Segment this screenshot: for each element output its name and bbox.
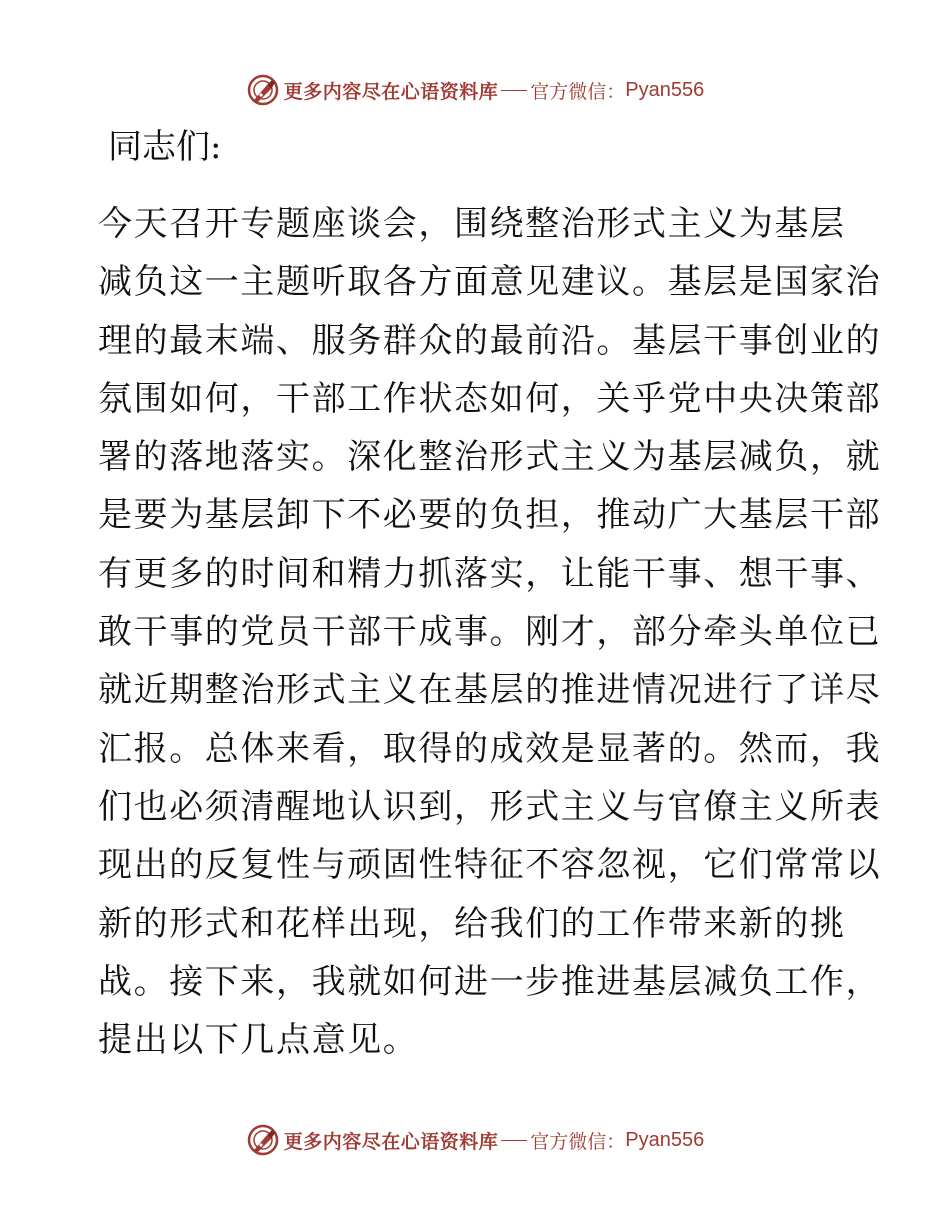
text-line: 汇报。总体来看，取得的成效是显著的。然而，我 <box>98 728 882 769</box>
pen-nib-circle-icon <box>246 73 280 107</box>
text-line: 战。接下来，我就如何进一步推进基层减负工作， <box>98 961 882 1002</box>
text-line: 理的最末端、服务群众的最前沿。基层干事创业的 <box>98 320 882 361</box>
text-line: 们也必须清醒地认识到，形式主义与官僚主义所表 <box>98 786 882 827</box>
salutation: 同志们: <box>108 127 222 167</box>
banner-wechat-id: Pyan556 <box>625 78 705 101</box>
banner-wechat-label: 官方微信： <box>530 1130 626 1153</box>
footer-banner <box>0 1120 950 1160</box>
text-line: 署的落地落实。深化整治形式主义为基层减负，就 <box>98 437 882 478</box>
banner-separator <box>501 1140 527 1141</box>
text-line: 就近期整治形式主义在基层的推进情况进行了详尽 <box>98 670 882 711</box>
text-line: 是要为基层卸下不必要的负担，推动广大基层干部 <box>98 495 882 536</box>
text-line: 现出的反复性与顽固性特征不容忽视，它们常常以 <box>98 845 882 886</box>
text-line: 今天召开专题座谈会，围绕整治形式主义为基层 <box>98 204 846 244</box>
text-line: 新的形式和花样出现，给我们的工作带来新的挑 <box>98 903 846 944</box>
banner-wechat-label: 官方微信： <box>530 80 626 103</box>
text-line: 减负这一主题听取各方面意见建议。基层是国家治 <box>98 262 882 303</box>
pen-nib-circle-icon <box>246 1123 280 1157</box>
banner-main-text: 更多内容尽在心语资料库 <box>283 1130 499 1153</box>
text-line: 有更多的时间和精力抓落实，让能干事、想干事、 <box>98 553 882 594</box>
banner-main-text: 更多内容尽在心语资料库 <box>283 80 499 103</box>
header-banner <box>0 70 950 110</box>
text-line: 氛围如何，干部工作状态如何，关乎党中央决策部 <box>98 378 882 419</box>
banner-separator <box>501 90 527 91</box>
speech-body <box>98 195 882 1069</box>
banner-wechat-id: Pyan556 <box>625 1128 705 1151</box>
text-line: 敢干事的党员干部干成事。刚才，部分牵头单位已 <box>98 612 882 653</box>
text-line: 提出以下几点意见。 <box>98 1020 419 1061</box>
